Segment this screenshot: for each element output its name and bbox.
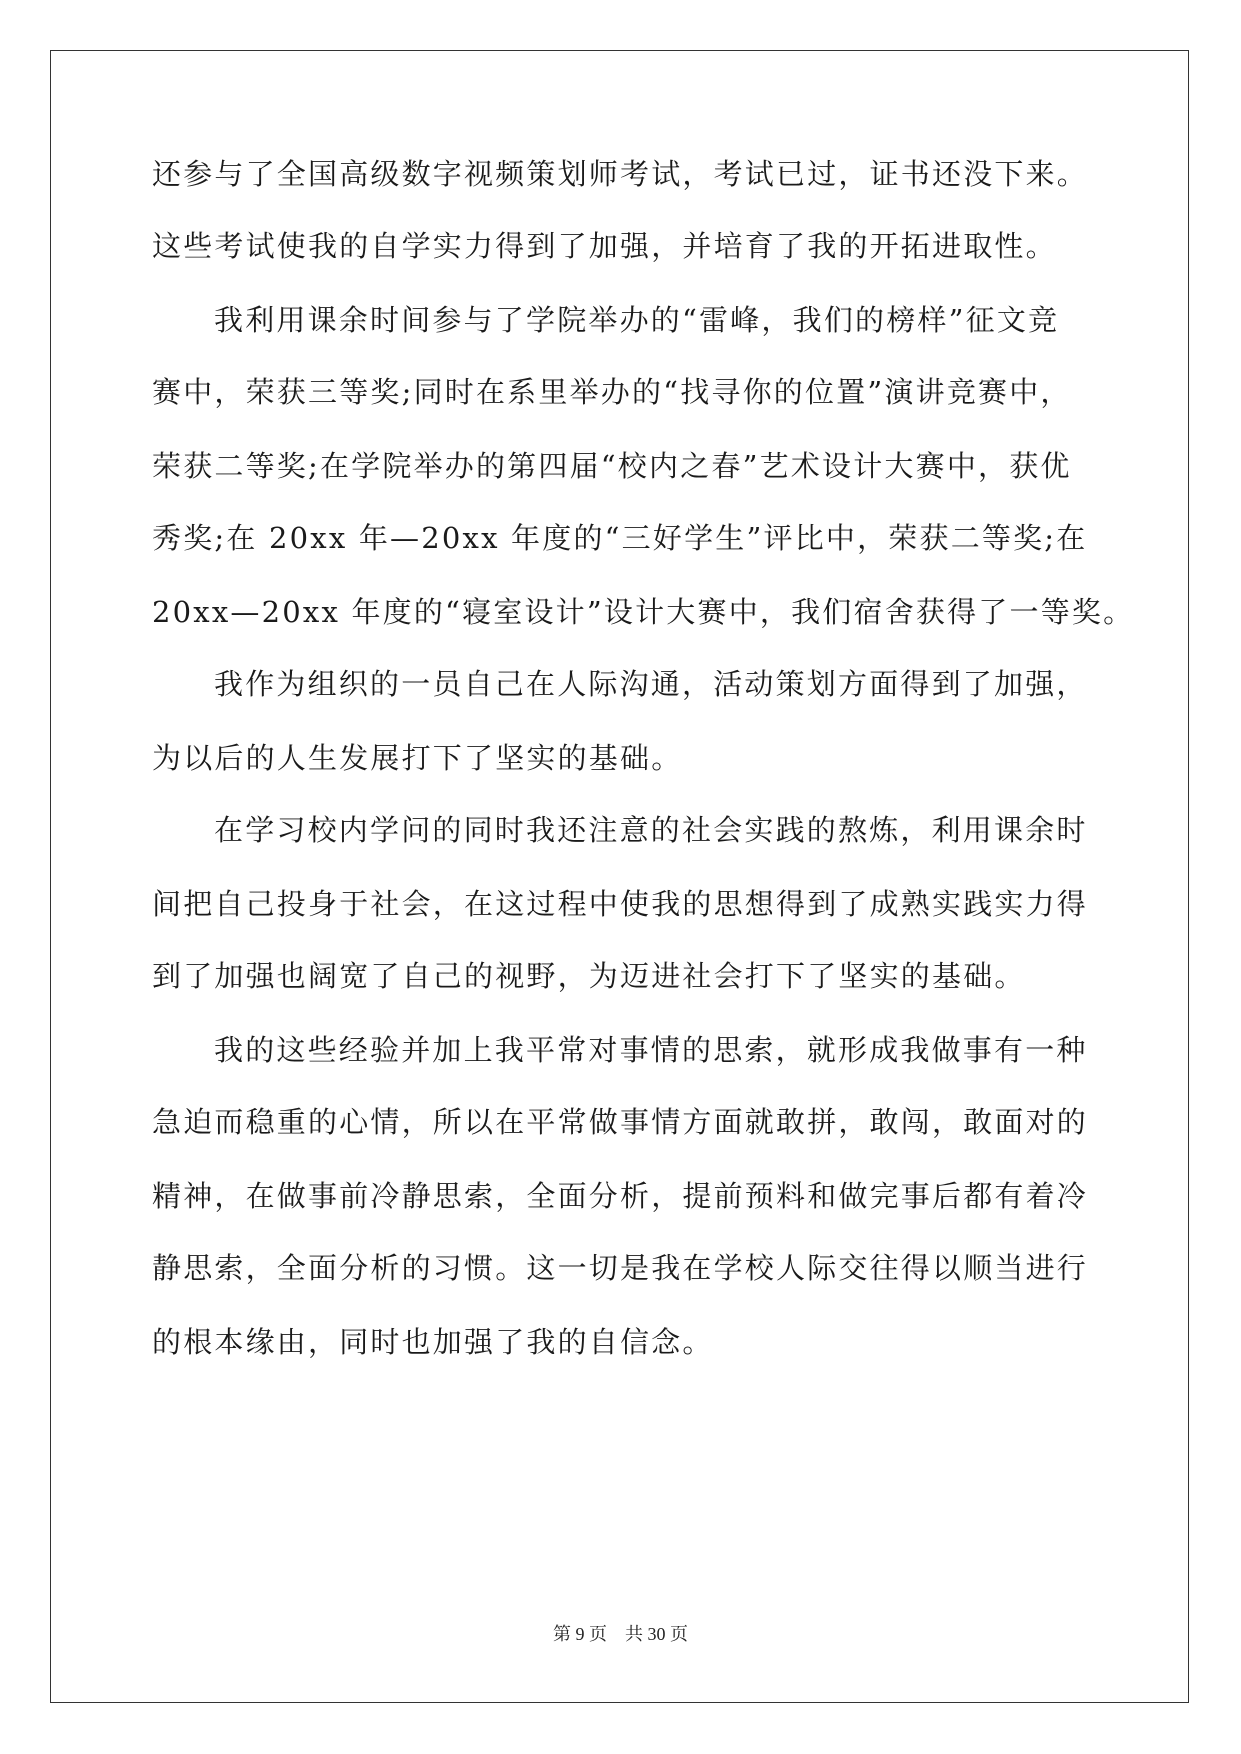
text-line: 荣获二等奖;在学院举办的第四届“校内之春”艺术设计大赛中，获优 [152,449,1072,483]
text-line: 急迫而稳重的心情，所以在平常做事情方面就敢拼，敢闯，敢面对的 [152,1105,1089,1139]
text-line: 我利用课余时间参与了学院举办的“雷峰，我们的榜样”征文竞 [214,303,1060,337]
text-line: 间把自己投身于社会，在这过程中使我的思想得到了成熟实践实力得 [152,887,1089,921]
text-line: 静思索，全面分析的习惯。这一切是我在学校人际交往得以顺当进行 [152,1251,1089,1285]
text-line: 的根本缘由，同时也加强了我的自信念。 [152,1325,714,1359]
text-line: 在学习校内学问的同时我还注意的社会实践的熬炼，利用课余时 [214,813,1088,847]
text-line: 我的这些经验并加上我平常对事情的思索，就形成我做事有一种 [214,1033,1088,1067]
page-footer [0,1620,1241,1646]
text-line: 这些考试使我的自学实力得到了加强，并培育了我的开拓进取性。 [152,229,1057,263]
text-line: 精神，在做事前冷静思索，全面分析，提前预料和做完事后都有着冷 [152,1179,1089,1213]
page-number: 第 9 页 [553,1624,607,1644]
text-line: 还参与了全国高级数字视频策划师考试，考试已过，证书还没下来。 [152,157,1089,191]
text-line: 秀奖;在 20xx 年—20xx 年度的“三好学生”评比中，荣获二等奖;在 [152,521,1088,555]
text-line: 到了加强也阔宽了自己的视野，为迈进社会打下了坚实的基础。 [152,959,1026,993]
text-line: 20xx—20xx 年度的“寝室设计”设计大赛中，我们宿舍获得了一等奖。 [152,595,1135,629]
text-line: 赛中，荣获三等奖;同时在系里举办的“找寻你的位置”演讲竞赛中， [152,375,1072,409]
text-line: 为以后的人生发展打下了坚实的基础。 [152,741,683,775]
page-total: 共 30 页 [625,1624,688,1644]
text-line: 我作为组织的一员自己在人际沟通，活动策划方面得到了加强， [214,667,1088,701]
page-border [50,50,1189,1703]
